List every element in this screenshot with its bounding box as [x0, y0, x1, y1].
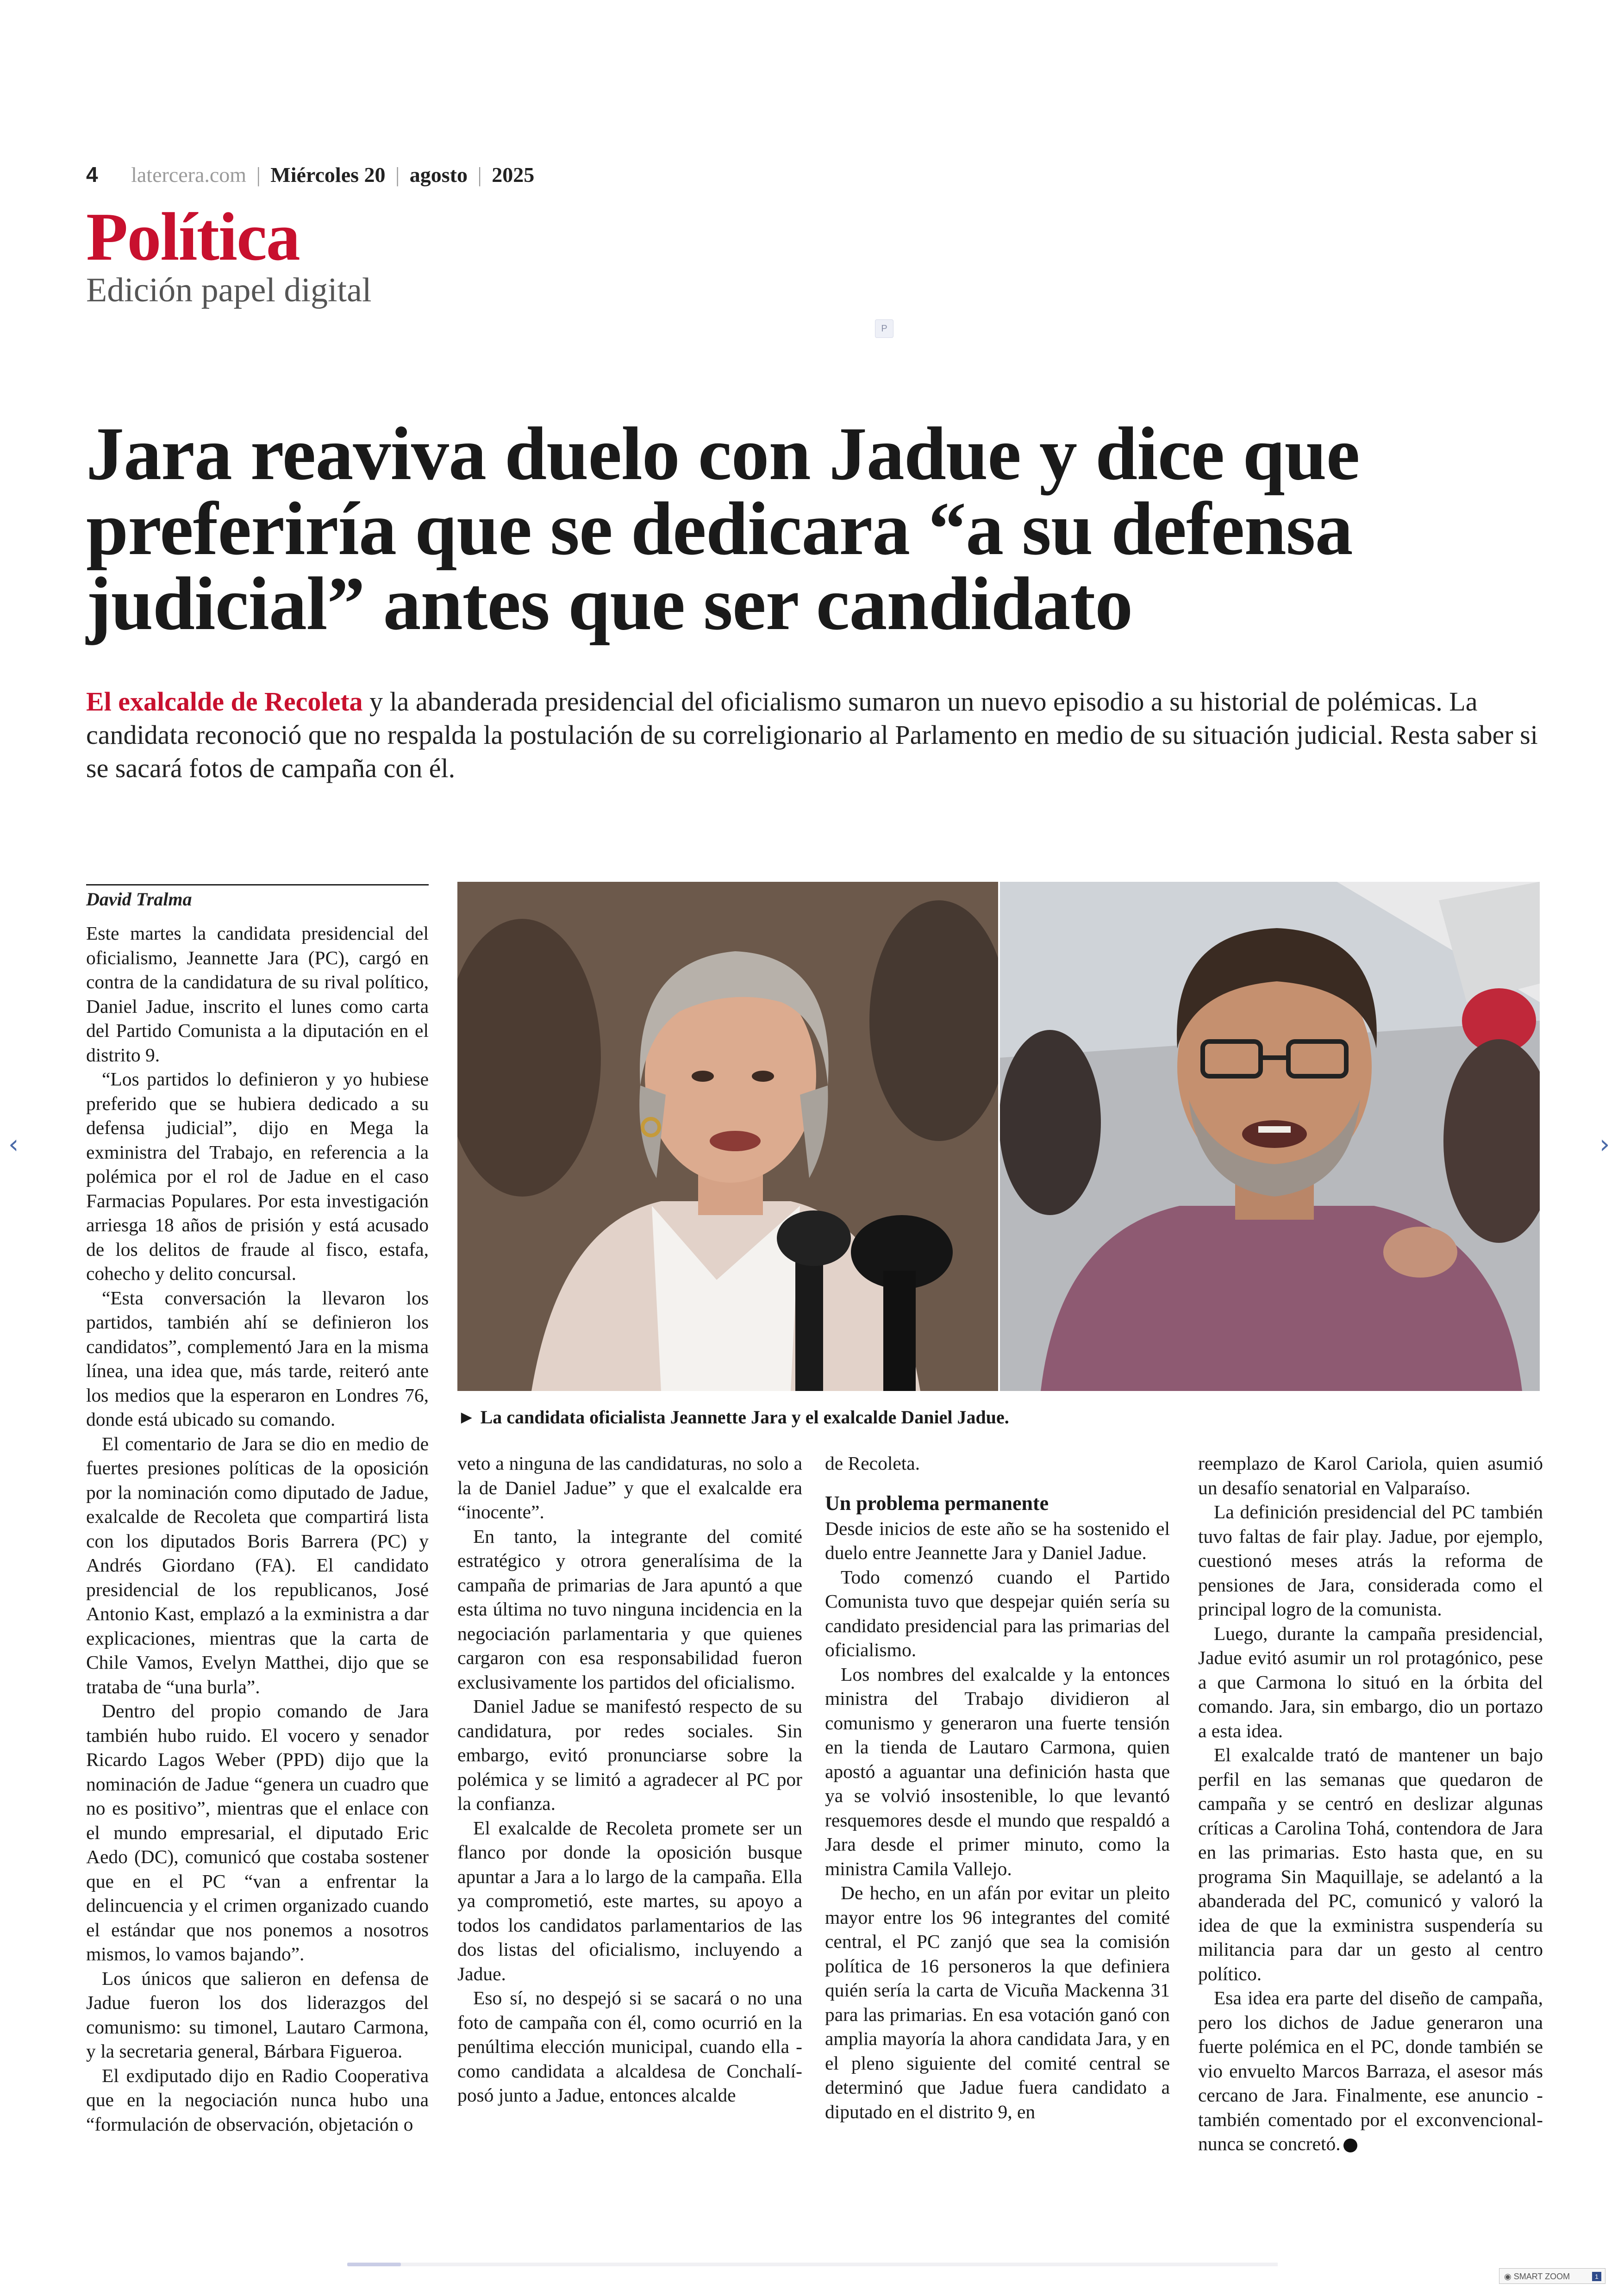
paragraph: Luego, durante la campaña presidencial, Jadue evitó asumir un rol protagónico, pese a que Carmona lo situó en la órbita del comando. Jara, sin embargo, dio un portazo a esta idea. [1198, 1622, 1543, 1741]
article-column-2 [457, 1451, 802, 2108]
page-header-line [86, 162, 534, 187]
header-year: 2025 [492, 163, 535, 187]
zoom-page-badge: 1 [1592, 2272, 1601, 2281]
photo-illustration [457, 882, 1540, 1391]
article-column-3 [825, 1451, 1170, 2124]
paragraph: “Los partidos lo definieron y yo hubiese preferido que se hubiera dedicado a su defensa judicial”, dijo en Mega la exministra del Trabajo, en referencia a la polémica por el rol de Jadue en el caso Farmacias Populares. Por esta investigación arriesga 18 años de prisión y está acusado de los delitos de fraude al fisco, estafa, cohecho y delito concursal. [86, 1068, 429, 1284]
article-column-4 [1198, 1451, 1543, 2156]
page-marker-icon[interactable]: P [875, 319, 893, 338]
eye-icon: ◉ [1504, 2272, 1514, 2281]
paragraph-text: Esa idea era parte del diseño de campaña, pero los dichos de Jadue generaron una fuerte polémica en el PC, donde también se vio envuelto Marcos Barraza, el asesor más cercano de Jara. Finalmente, ese anuncio -también comentado por el exconvencional- nunca se concretó. [1198, 1987, 1543, 2154]
edition-label: Edición papel digital [86, 271, 372, 309]
scrollbar-thumb[interactable] [347, 2263, 401, 2266]
prev-page-arrow-icon[interactable]: ‹ [8, 1129, 19, 1160]
paragraph: Desde inicios de este año se ha sostenido el duelo entre Jeannette Jara y Daniel Jadue. [825, 1517, 1170, 1563]
page-number: 4 [86, 162, 98, 187]
paragraph: “Esta conversación la llevaron los partidos, también ahí se definieron los candidatos”, complementó Jara en la misma línea, una idea que, más tarde, reiteró ante los medios que la esperaron en Londres 76, donde está ubicado su comando. [86, 1287, 429, 1430]
photo-caption: ► La candidata oficialista Jeannette Jara y el exalcalde Daniel Jadue. [457, 1407, 1009, 1428]
author-byline: David Tralma [86, 884, 429, 910]
paragraph: Los nombres del exalcalde y la entonces ministra del Trabajo dividieron al comunismo y generaron una fuerte tensión en la tienda de Lautaro Carmona, quien apostó a aguantar una definición hasta que ya se volvió insostenible, lo que levantó resquemores desde el mundo que respaldó a Jara desde el primer minuto, como la ministra Camila Vallejo. [825, 1663, 1170, 1879]
paragraph: El exdiputado dijo en Radio Cooperativa que en la negociación nunca hubo una “formulación de observación, objetación o [86, 2064, 429, 2135]
paragraph [1198, 1986, 1543, 2156]
paragraph: Este martes la candidata presidencial del oficialismo, Jeannette Jara (PC), cargó en contra de la candidatura de su rival político, Daniel Jadue, inscrito el lunes como carta del Partido Comunista a la diputación en el distrito 9. [86, 923, 429, 1066]
article-photo [457, 882, 1540, 1391]
subheading: Un problema permanente [825, 1491, 1049, 1515]
separator: | [477, 163, 482, 187]
site-name: latercera.com [131, 163, 247, 187]
lead-kicker: El exalcalde de Recoleta [86, 686, 363, 717]
paragraph: En tanto, la integrante del comité estratégico y otrora generalísima de la campaña de primarias de Jara apuntó a que esta última no tuvo ninguna incidencia en la negociación parlamentaria y que quienes cargaron con esa responsabilidad fueron exclusivamente los partidos del oficialismo. [457, 1525, 802, 1693]
article-headline: Jara reaviva duelo con Jadue y dice que preferiría que se dedicara “a su defensa judicial” antes que ser candidato [86, 412, 1360, 646]
paragraph: veto a ninguna de las candidaturas, no solo a la de Daniel Jadue” y que el exalcalde era “inocente”. [457, 1453, 802, 1522]
page-scrollbar[interactable] [347, 2263, 1278, 2266]
next-page-arrow-icon[interactable]: › [1599, 1129, 1610, 1160]
paragraph: Dentro del propio comando de Jara también hubo ruido. El vocero y senador Ricardo Lagos Weber (PPD) dijo que la nominación de Jadue “genera un cuadro que no es positivo”, mientras que el enlace con el mundo empresarial, el diputado Eric Aedo (DC), comunicó que costaba sostener que en el PC “van a enfrentar la delincuencia y el crimen organizado cuando el estándar que nos ponemos a nosotros mismos, lo vamos bajando”. [86, 1700, 429, 1964]
zoom-label: SMART ZOOM [1513, 2272, 1570, 2281]
separator: | [256, 163, 261, 187]
header-day: Miércoles 20 [270, 163, 386, 187]
end-mark-icon [1343, 2139, 1357, 2152]
paragraph: Los únicos que salieron en defensa de Jadue fueron los dos liderazgos del comunismo: su timonel, Lautaro Carmona, y la secretaria general, Bárbara Figueroa. [86, 1967, 429, 2062]
paragraph: Daniel Jadue se manifestó respecto de su candidatura, por redes sociales. Sin embargo, evitó pronunciarse sobre la polémica y se limitó a agradecer al PC por la confianza. [457, 1696, 802, 1814]
paragraph: El exalcalde trató de mantener un bajo perfil en las semanas que quedaron de campaña y se centró en deslizar algunas críticas a Carolina Tohá, contendora de Jara en las primarias. Esto hasta que, en su programa Sin Maquillaje, se adelantó a la abanderada del PC, comunicó y valoró la idea de que la exministra suspendería su militancia para dar un gesto al centro político. [1198, 1744, 1543, 1984]
header-month: agosto [409, 163, 468, 187]
paragraph: El comentario de Jara se dio en medio de fuertes presiones políticas de la oposición por la nominación como diputado de Jadue, exalcalde de Recoleta que compartirá lista con los diputados Boris Barrera (PC) y Andrés Giordano (FA). El candidato presidencial de los republicanos, José Antonio Kast, emplazó a la exministra a dar explicaciones, mientras que la carta de Chile Vamos, Evelyn Matthei, dijo que se trataba de “una burla”. [86, 1433, 429, 1697]
article-lead [86, 685, 1544, 785]
paragraph: De hecho, en un afán por evitar un pleito mayor entre los 96 integrantes del comité central, el PC zanjó que sea la comisión política de 16 personeros la que definiera quién sería la carta de Vicuña Mackenna 31 para las primarias. En esa votación ganó con amplia mayoría la ahora candidata Jara, y en el pleno siguiente del comité central se determinó que Jadue fuera candidato a diputado en el distrito 9, en [825, 1882, 1170, 2122]
lead-text: y la abanderada presidencial del oficialismo sumaron un nuevo episodio a su historial de polémicas. La candidata reconoció que no respalda la postulación de su correligionario al Parlamento en medio de su situación judicial. Resta saber si se sacará fotos de campaña con él. [86, 686, 1538, 783]
smart-zoom-button[interactable] [1499, 2268, 1605, 2284]
article-column-1 [86, 921, 429, 2136]
paragraph: El exalcalde de Recoleta promete ser un flanco por donde la oposición busque apuntar a Jara a lo largo de la campaña. Ella ya comprometió, este martes, su apoyo a todos los candidatos parlamentarios de las dos listas del oficialismo, incluyendo a Jadue. [457, 1817, 802, 1984]
paragraph: reemplazo de Karol Cariola, quien asumió un desafío senatorial en Valparaíso. [1198, 1453, 1543, 1498]
paragraph: de Recoleta. [825, 1453, 920, 1474]
paragraph: La definición presidencial del PC también tuvo faltas de fair play. Jadue, por ejemplo, cuestionó meses atrás la reforma de pensiones de Jara, considerada como el principal logro de la comunista. [1198, 1501, 1543, 1620]
paragraph: Todo comenzó cuando el Partido Comunista tuvo que despejar quién sería su candidato presidencial para las primarias del oficialismo. [825, 1566, 1170, 1660]
paragraph: Eso sí, no despejó si se sacará o no una foto de campaña con él, como ocurrió en la penúltima elección municipal, cuando ella -como candidata a alcaldesa de Conchalí- posó junto a Jadue, entonces alcalde [457, 1987, 802, 2106]
section-title: Política [86, 199, 300, 275]
separator: | [395, 163, 400, 187]
